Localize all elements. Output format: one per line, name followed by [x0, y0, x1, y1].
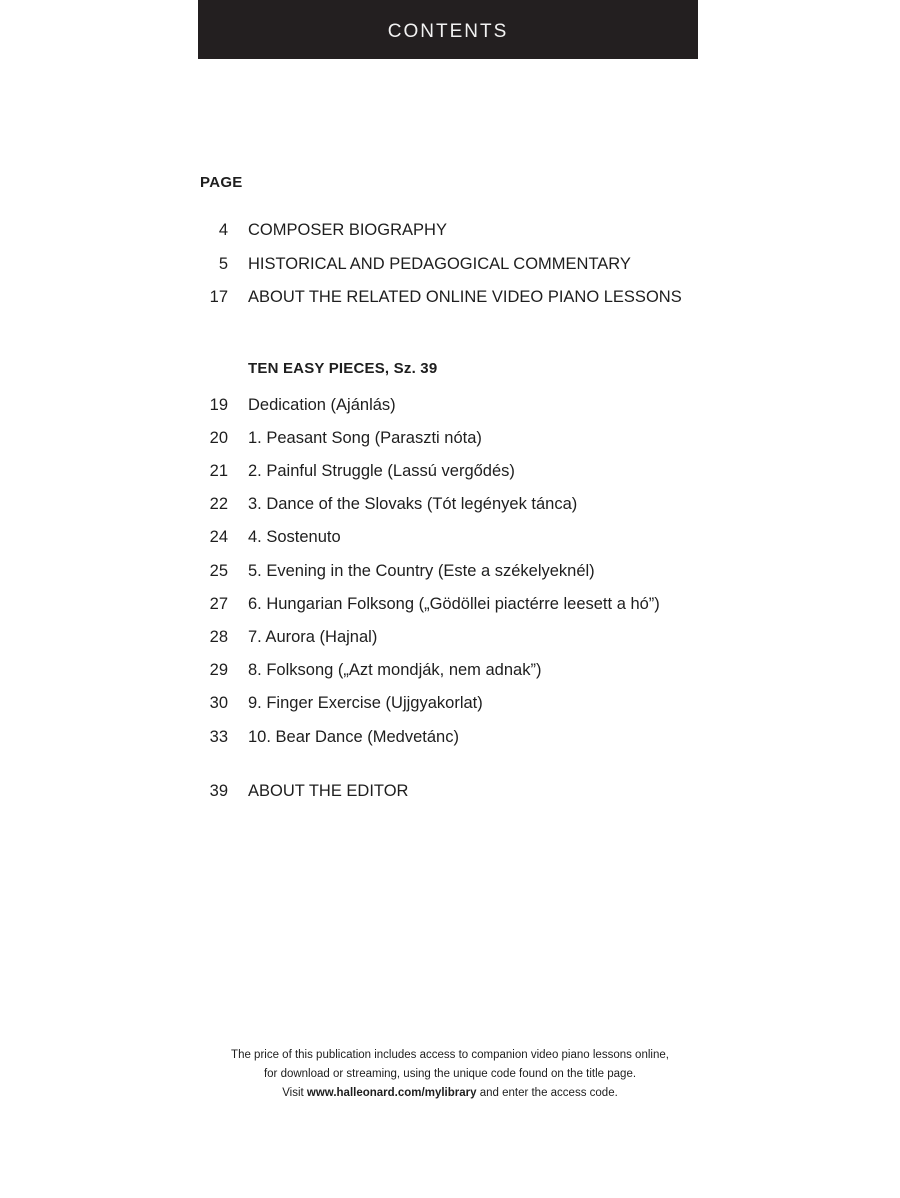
toc-entry-title: ABOUT THE EDITOR	[248, 782, 409, 800]
toc-entry-title: COMPOSER BIOGRAPHY	[248, 221, 447, 239]
toc-page-number: 21	[209, 462, 228, 480]
toc-entry-title: 5. Evening in the Country (Este a székelyeknél)	[248, 562, 595, 580]
toc-page-number: 33	[209, 728, 228, 746]
access-note-suffix: and enter the access code.	[476, 1087, 618, 1099]
contents-banner	[198, 0, 698, 59]
toc-page-number: 19	[209, 396, 228, 414]
access-note-line: for download or streaming, using the unique code found on the title page.	[263, 1068, 637, 1080]
section-heading: TEN EASY PIECES, Sz. 39	[248, 360, 438, 377]
toc-page-number: 4	[218, 221, 228, 239]
toc-page-number: 22	[209, 495, 228, 513]
toc-page-number: 25	[209, 562, 228, 580]
toc-entry-title: 2. Painful Struggle (Lassú vergődés)	[248, 462, 515, 480]
toc-page-number: 28	[209, 628, 228, 646]
access-note	[0, 1046, 900, 1103]
toc-entry-title: HISTORICAL AND PEDAGOGICAL COMMENTARY	[248, 255, 631, 273]
toc-entry-title: 10. Bear Dance (Medvetánc)	[248, 728, 459, 746]
page-column-label: PAGE	[200, 174, 243, 191]
access-note-line	[0, 1084, 900, 1103]
access-note-prefix: Visit	[282, 1087, 307, 1099]
contents-title: CONTENTS	[387, 20, 509, 42]
toc-page-number: 17	[209, 288, 228, 306]
toc-page-number: 24	[209, 528, 228, 546]
toc-page-number: 5	[218, 255, 228, 273]
toc-entry-title: 9. Finger Exercise (Ujjgyakorlat)	[248, 694, 483, 712]
toc-page-number: 39	[209, 782, 228, 800]
toc-page-number: 27	[209, 595, 228, 613]
toc-page-number: 30	[209, 694, 228, 712]
toc-page-number: 29	[209, 661, 228, 679]
toc-page-number: 20	[209, 429, 228, 447]
toc-entry-title: 3. Dance of the Slovaks (Tót legények tánca)	[248, 495, 578, 513]
access-note-line: The price of this publication includes access to companion video piano lessons online,	[231, 1049, 669, 1061]
toc-entry-title: 6. Hungarian Folksong („Gödöllei piactérre leesett a hó”)	[248, 595, 660, 613]
library-url[interactable]: www.halleonard.com/mylibrary	[306, 1087, 477, 1099]
toc-entry-title: ABOUT THE RELATED ONLINE VIDEO PIANO LESSONS	[248, 288, 682, 306]
toc-entry-title: 1. Peasant Song (Paraszti nóta)	[248, 429, 482, 447]
toc-entry-title: 8. Folksong („Azt mondják, nem adnak”)	[248, 661, 542, 679]
toc-entry-title: 7. Aurora (Hajnal)	[248, 628, 378, 646]
toc-entry-title: Dedication (Ajánlás)	[248, 396, 396, 414]
toc-entry-title: 4. Sostenuto	[248, 528, 341, 546]
